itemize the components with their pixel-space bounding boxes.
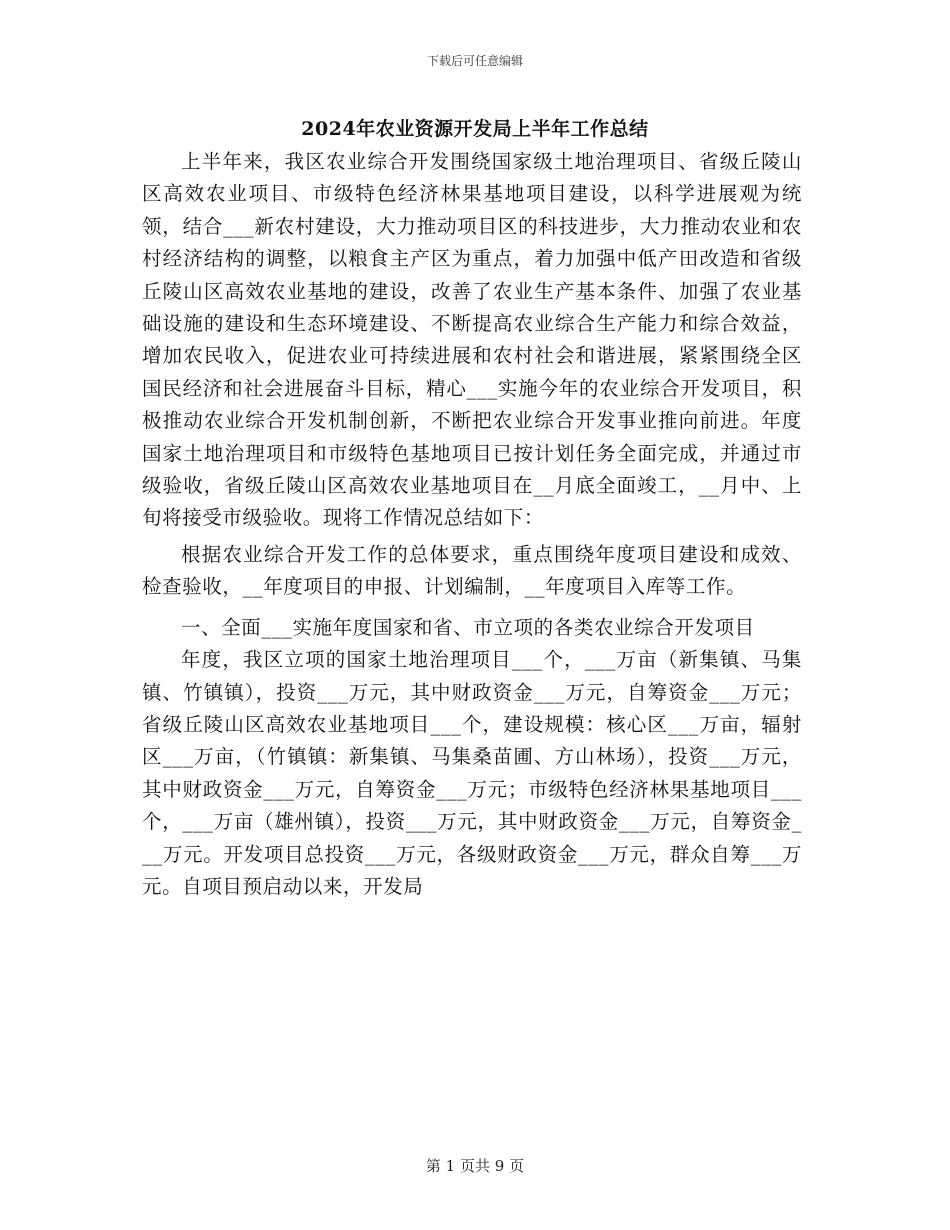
paragraph-intro: 上半年来，我区农业综合开发围绕国家级土地治理项目、省级丘陵山区高效农业项目、市级特色经济林果基地项目建设，以科学进展观为统领，结合___新农村建设，大力推动项目区的科技进步，大力推动农业和农村经济结构的调整，以粮食主产区为重点，着力加强中低产田改造和省级丘陵山区高效农业基地的建设，改善了农业生产基本条件、加强了农业基础设施的建设和生态环境建设、不断提高农业综合生产能力和综合效益，增加农民收入，促进农业可持续进展和农村社会和谐进展，紧紧围绕全区国民经济和社会进展奋斗目标，精心___实施今年的农业综合开发项目，积极推动农业综合开发机制创新，不断把农业综合开发事业推向前进。年度国家土地治理项目和市级特色基地项目已按计划任务全面完成，并通过市级验收，省级丘陵山区高效农业基地项目在__月底全面竣工，__月中、上旬将接受市级验收。现将工作情况总结如下： xyxy=(142,150,802,530)
page-number-footer: 第 1 页共 9 页 xyxy=(425,1157,525,1175)
document-body xyxy=(142,146,802,903)
page-header-note: 下载后可任意编辑 xyxy=(426,54,523,68)
paragraph-requirements: 根据农业综合开发工作的总体要求，重点围绕年度项目建设和成效、检查验收，__年度项目的申报、计划编制，__年度项目入库等工作。 xyxy=(142,542,802,599)
section-heading-one: 一、全面___实施年度国家和省、市立项的各类农业综合开发项目 xyxy=(181,615,755,639)
document-title: 2024年农业资源开发局上半年工作总结 xyxy=(301,118,649,140)
paragraph-projects: 年度，我区立项的国家土地治理项目___个，___万亩（新集镇、马集镇、竹镇镇），投资___万元，其中财政资金___万元，自筹资金___万元；省级丘陵山区高效农业基地项目___个，建设规模：核心区___万亩，辐射区___万亩，（竹镇镇：新集镇、马集桑苗圃、方山林场），投资___万元，其中财政资金___万元，自筹资金___万元；市级特色经济林果基地项目___个，___万亩（雄州镇），投资___万元，其中财政资金___万元，自筹资金___万元。开发项目总投资___万元，各级财政资金___万元，群众自筹___万元。自项目预启动以来，开发局 xyxy=(142,648,802,898)
